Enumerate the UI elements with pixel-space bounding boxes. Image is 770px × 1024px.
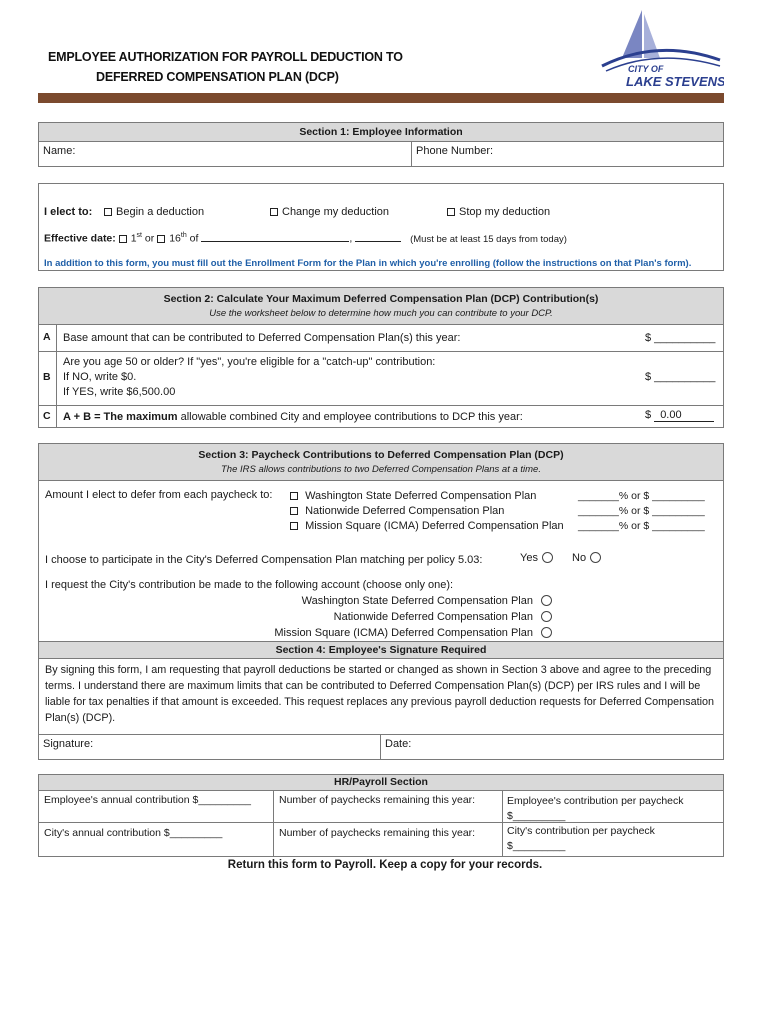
row-a-amount[interactable]: $ __________ bbox=[645, 332, 716, 344]
section1-header: Section 1: Employee Information bbox=[38, 122, 724, 142]
radio-icon[interactable] bbox=[541, 627, 552, 638]
section4-body: By signing this form, I am requesting that payroll deductions be started or changed as shown in Section 3 above and agree to the preceding terms. I understand there are maximum limits that can be contributed to Deferred Compensation Plan(s) (DCP) per IRS rules and I will be liable for tax penalties if that amount is exceeded. This request replaces any previous payroll deduction requests for Deferred Compensation Plan(s) (DCP). bbox=[38, 658, 724, 735]
matching-yes[interactable]: Yes bbox=[520, 552, 553, 564]
account-list bbox=[210, 593, 552, 641]
row-c-text: A + B = The maximum allowable combined City and employee contributions to DCP this year: bbox=[63, 411, 523, 423]
plan-nationwide[interactable]: Nationwide Deferred Compensation Plan bbox=[290, 504, 564, 519]
defer-label: Amount I elect to defer from each paycheck to: bbox=[45, 489, 273, 501]
city-per-paycheck[interactable]: City's contribution per paycheck $_________ bbox=[507, 825, 655, 852]
section4-header: Section 4: Employee's Signature Required bbox=[38, 641, 724, 659]
signature-field[interactable]: Signature: bbox=[38, 734, 381, 760]
checkbox-icon[interactable] bbox=[270, 208, 278, 216]
plan-missionsquare[interactable]: Mission Square (ICMA) Deferred Compensation Plan bbox=[290, 519, 564, 534]
section2-header: Section 2: Calculate Your Maximum Deferred Compensation Plan (DCP) Contribution(s) Use the worksheet below to determine how much you can contribute to your DCP. bbox=[38, 287, 724, 325]
elect-label: I elect to: bbox=[44, 206, 93, 218]
request-label: I request the City's contribution be made to the following account (choose only one): bbox=[45, 579, 454, 591]
city-logo bbox=[598, 8, 724, 88]
phone-field[interactable] bbox=[411, 141, 724, 167]
employee-annual-contribution[interactable]: Employee's annual contribution $_________ bbox=[44, 794, 251, 806]
name-field[interactable] bbox=[38, 141, 412, 167]
radio-icon[interactable] bbox=[542, 552, 553, 563]
begin-deduction-option[interactable]: Begin a deduction bbox=[104, 206, 204, 218]
effective-date-note: (Must be at least 15 days from today) bbox=[410, 233, 567, 245]
matching-label: I choose to participate in the City's Deferred Compensation Plan matching per policy 5.03: bbox=[45, 554, 483, 566]
row-a-text: Base amount that can be contributed to Deferred Compensation Plan(s) this year: bbox=[63, 332, 461, 344]
svg-text:CITY OF: CITY OF bbox=[628, 64, 664, 74]
form-title-line1: EMPLOYEE AUTHORIZATION FOR PAYROLL DEDUCTION TO bbox=[48, 50, 403, 64]
header-divider bbox=[38, 93, 724, 103]
form-title-line2: DEFERRED COMPENSATION PLAN (DCP) bbox=[96, 70, 339, 84]
radio-icon[interactable] bbox=[590, 552, 601, 563]
checkbox-icon[interactable] bbox=[290, 507, 298, 515]
month-field[interactable] bbox=[201, 241, 349, 242]
sixteenth-checkbox[interactable] bbox=[157, 235, 165, 243]
row-b-amount[interactable]: $ __________ bbox=[645, 371, 716, 383]
paychecks-remaining-2[interactable]: Number of paychecks remaining this year: bbox=[279, 827, 476, 839]
account-missionsquare[interactable]: Mission Square (ICMA) Deferred Compensation Plan bbox=[210, 625, 552, 641]
row-letter-b: B bbox=[43, 371, 51, 383]
first-checkbox[interactable] bbox=[119, 235, 127, 243]
name-label: Name: bbox=[43, 145, 76, 157]
radio-icon[interactable] bbox=[541, 611, 552, 622]
phone-label: Phone Number: bbox=[416, 145, 494, 157]
plan-amounts[interactable]: _______% or $ _________ _______% or $ _________ _______% or $ _________ bbox=[578, 490, 705, 532]
change-deduction-option[interactable]: Change my deduction bbox=[270, 206, 389, 218]
date-field[interactable]: Date: bbox=[380, 734, 724, 760]
paychecks-remaining-1[interactable]: Number of paychecks remaining this year: bbox=[279, 794, 476, 806]
stop-deduction-option[interactable]: Stop my deduction bbox=[447, 206, 550, 218]
account-nationwide[interactable]: Nationwide Deferred Compensation Plan bbox=[210, 609, 552, 625]
sailboat-icon bbox=[598, 8, 724, 88]
row-letter-a: A bbox=[43, 331, 51, 343]
checkbox-icon[interactable] bbox=[447, 208, 455, 216]
row-letter-c: C bbox=[43, 410, 51, 422]
effective-date-row: Effective date: 1st or 16th of , (Must be at least 15 days from today) bbox=[44, 232, 567, 245]
footer-instruction: Return this form to Payroll. Keep a copy for your records. bbox=[227, 859, 543, 871]
plan-washington[interactable]: Washington State Deferred Compensation Plan bbox=[290, 489, 564, 504]
row-b-text: Are you age 50 or older? If "yes", you're eligible for a "catch-up" contribution: If NO, write $0. If YES, write $6,500.00 bbox=[63, 356, 436, 398]
checkbox-icon[interactable] bbox=[104, 208, 112, 216]
hr-header: HR/Payroll Section bbox=[38, 774, 724, 791]
plan-list bbox=[290, 489, 564, 534]
city-annual-contribution[interactable]: City's annual contribution $_________ bbox=[44, 827, 223, 839]
matching-no[interactable]: No bbox=[572, 552, 601, 564]
year-field[interactable] bbox=[355, 241, 401, 242]
radio-icon[interactable] bbox=[541, 595, 552, 606]
checkbox-icon[interactable] bbox=[290, 522, 298, 530]
section3-header: Section 3: Paycheck Contributions to Deferred Compensation Plan (DCP) The IRS allows contributions to two Deferred Compensation Plans at a time. bbox=[38, 443, 724, 481]
enrollment-note: In addition to this form, you must fill out the Enrollment Form for the Plan in which you're enrolling (follow the instructions on that Plan's form). bbox=[44, 258, 692, 269]
row-c-amount[interactable]: $ 0.00 bbox=[645, 409, 714, 422]
svg-text:LAKE STEVENS: LAKE STEVENS bbox=[626, 74, 724, 88]
account-washington[interactable]: Washington State Deferred Compensation Plan bbox=[210, 593, 552, 609]
employee-per-paycheck[interactable]: Employee's contribution per paycheck $_________ bbox=[507, 795, 684, 822]
checkbox-icon[interactable] bbox=[290, 492, 298, 500]
